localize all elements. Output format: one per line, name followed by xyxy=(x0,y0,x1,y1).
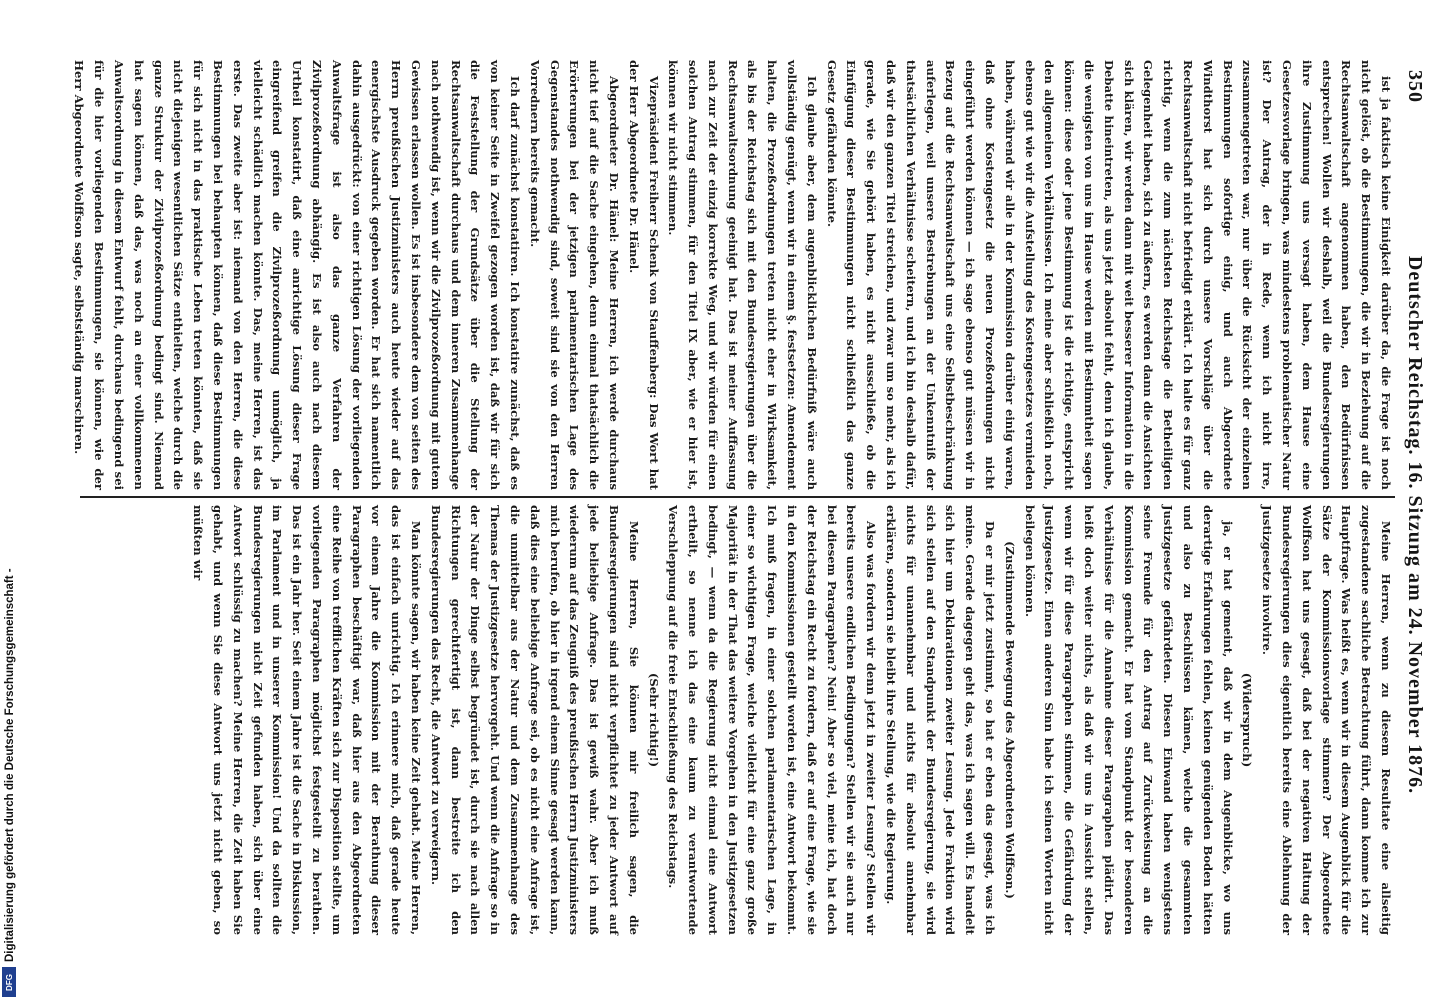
text-column-left xyxy=(72,60,1395,490)
paragraph: Da er mir jetzt zustimmt, so hat er eben das gesagt, was ich meine. Gerade dagegen geht das, was ich sagen will. Es handelt sich hier um Deklarationen zweiter Lesung. Jede Fraktion wird sich stellen auf den Standpunkt der Bundesregierung, sie wird nichts für unannehmbar und nichts für absolut annehmbar erklären, sondern sie bleibt ihre Stellung, wie die Regierung. xyxy=(884,505,998,935)
digitization-credit: Digitalisierung gefördert durch die Deutsche Forschungsgemeinschaft - xyxy=(4,568,16,962)
speaker-paragraph: Abgeordneter Dr. Hänel: Meine Herren, ich werde durchaus nicht tief auf die Sache eingehen, denn einmal thatsächlich die Erörterungen bei der jetzigen parlamentarischen Lage des Gegenstandes nothwendig sind, soweit sind sie von den Herren Vorrednern bereits gemacht. xyxy=(527,60,621,490)
paragraph: ist ja faktisch keine Einigkeit darüber da, die Frage ist noch nicht gelöst, ob die Bestimmungen, die wir in Beziehung auf die Rechtsanwaltschaft angenommen haben, den Bedürfnissen entsprechen! Wollen wir deshalb, weil die Bundesregierungen ihre Zustimmung uns versagt haben, dem Hause eine Gesetzesvorlage bringen, was mindestens problematischer Natur ist? Der Antrag, der in Rede, wenn ich nicht irre, zusammengetreten war, nur über die Rücksicht der einzelnen Bestimmungen sofortige einig, und auch Abgeordnete Windthorst hat sich durch unsere Vorschläge über die Rechtsanwaltschaft nicht befriedigt erklärt. Ich halte es für ganz richtig, wenn die zum nächsten Reichstage die Betheiligten Gelegenheit haben, sich zu äußern, es werden dann die Ansichten sich klären, wir werden dann mit weit besserer Information in die Debatte hineintreten, als uns jetzt absolut fehlt, denn ich glaube, die wenigsten von uns im Hause werden mit Bestimmtheit sagen können: diese oder jene Bestimmung ist die richtige, entspricht den allgemeinen Verhältnissen. Ich meine aber schließlich noch, ebenso gut wie wir die Aufstellung des Kostengesetzes vermieden haben, während wir alle in der Kommission darüber einig waren, daß ohne Kostengesetz die neuen Prozeßordnungen nicht eingeführt werden können — ich sage ebenso gut müssen wir in Bezug auf die Rechtsanwaltschaft uns eine Selbstbeschränkung auferlegen, weil unsere Bestrebungen an der Unkenntniß der thatsächlichen Verhältnisse scheitern, und ich bin deshalb dafür, daß wir den ganzen Titel streichen, und zwar um so mehr, als ich gerade, wie Sie gehört haben, es nicht ausschließe, ob die Einfügung dieser Bestimmungen nicht schließlich das ganze Gesetz gefährden könnte. xyxy=(824,60,1393,490)
text-column-right xyxy=(95,505,1395,935)
page-header xyxy=(1390,70,1430,950)
paragraph: Ich glaube aber, dem augenblicklichen Bedürfniß wäre auch vollständig genügt, wenn wir in einem §. festsetzen: Amendement halten, die Prozeßordnungen treten nicht eher in Wirksamkeit, als bis der Reichstag sich mit den Bundesregierungen über die Rechtsanwaltsordnung geeinigt hat. Das ist meiner Auffassung nach zur Zeit der einzig korrekte Weg, und wir würden für einen solchen Antrag stimmen, für den Titel IX aber, wie er hier ist, können wir nicht stimmen. xyxy=(666,60,819,490)
paragraph: Meine Herren, wenn zu diesem Resultate eine allseitig zugestandene sachliche Betrachtung führt, dann komme ich zur Hauptfrage. Was heißt es, wenn wir in diesem Augenblick für die Sätze der Kommissionsvorlage stimmen? Der Abgeordnete Wolffson hat uns gesagt, daß bei der negativen Haltung der Bundesregierungen dies eigentlich bereits eine Ablehnung der Justizgesetze involvire. xyxy=(1260,505,1393,935)
page-number: 350 xyxy=(1404,70,1426,103)
paragraph: Man könnte sagen, wir haben keine Zeit gehabt. Meine Herren, das ist einfach unrichtig. Ich erinnere mich, daß gerade heute vor einem Jahre die Kommission mit der Berathung dieser Paragraphen beschäftigt war, daß hier aus den Abgeordneten eine Reihe von trefflichen Kräften sich zur Disposition stellte, um vorliegenden Paragraphen möglichst festgestellt zu berathen. Das ist ein Jahr her. Seit einem Jahre ist die Sache in Diskussion, im Parlament und in unserer Kommission! Und da sollten die Bundesregierungen nicht Zeit gefunden haben, sich über eine Antwort schlüssig zu machen? Meine Herren, die Zeit haben Sie gehabt, und wenn Sie diese Antwort uns jetzt nicht geben, so müßten wir xyxy=(191,505,423,935)
interjection: (Widerspruch) xyxy=(1240,672,1255,768)
paragraph: Ich darf zunächst konstatiren. Ich konstatire zunächst, daß es von keiner Seite in Zweifel gezogen worden ist, daß wir für sich die Feststellung der Grundsätze über die Stellung der Rechtsanwaltschaft durchaus und dem inneren Zusammenhange nach nothwendig ist, wenn wir die Zivilprozeßordnung mit gutem Gewissen erlassen wollen. Es ist insbesondere dem von seiten des Herrn preußischen Justizministers auch heute wieder auf das energischste Ausdruck gegeben worden. Er hat sich namentlich dahin ausgedrückt: von einer richtigen Lösung der vorliegenden Anwaltsfrage ist also das ganze Verfahren der Zivilprozeßordnung abhängig. Es ist also auch nach diesem Urtheil konstatirt, daß eine anrichtige Lösung dieser Frage eingreifend greifen die Zivilprozeßordnung unmöglich, ja vielleicht schädlich machen könnte. Das, meine Herren, ist das erste. Das zweite aber ist: niemand von den Herren, die diese Bestimmungen bei behaupten können, daß diese Bestimmungen für sich nicht in das praktische Leben treten könnten, daß sie nicht diejenigen wesentlichen Sätze enthielten, welche durch die ganze Struktur der Zivilprozeßordnung bedingt sind. Niemand hat sagen können, daß das, was noch an einer vollkommenen Anwaltsordnung in diesem Entwurf fehlt, durchaus bedingend sei für die hier vorliegenden Bestimmungen, sie können, wie der Herr Abgeordnete Wolffson sagte, selbstständig marschiren. xyxy=(72,60,522,490)
paragraph: Also was fordern wir denn jetzt in zweiter Lesung? Stellen wir bereits unsere endlichen Bedingungen? Stellen wir sie auch nur bei diesem Paragraphen? Nein! Aber so viel, meine ich, hat doch der Reichstag ein Recht zu fordern, daß er auf eine Frage, wie sie in den Kommissionen gestellt worden ist, eine Antwort bekommt. Ich muß fragen, in einer solchen parlamentarischen Lage, in einer so wichtigen Frage, welche vielleicht für eine ganz große Majorität in der That das weitere Vorgehen in den Justizgesetzen bedingt, — wenn da die Regierung nicht einmal eine Antwort ertheilt, so nenne ich das eine kaum zu verantwortende Verschleppung auf die freie Entschließung des Reichstags. xyxy=(666,505,879,935)
paragraph: Meine Herren, Sie können mir freilich sagen, die Bundesregierungen sind nicht verpflichtet zu jeder Antwort auf jede beliebige Anfrage. Das ist gewiß wahr. Aber ich muß wiederum auf das Zeugniß des preußischen Herrn Justizministers mich berufen, ob hier in irgend einem Sinne gesagt werden kann, daß dies eine beliebige Anfrage sei, ob es nicht eine Anfrage ist, die unmittelbar aus der Natur und dem Zusammenhange des Themas der Justizgesetze hervorgeht. Und wenn die Anfrage so in der Natur der Dinge selbst begründet ist, durch sie nach allen Richtungen gerechtfertigt ist, dann bestreite ich den Bundesregierungen das Recht, die Antwort zu verweigern. xyxy=(428,505,641,935)
dfg-logo xyxy=(2,967,16,997)
interjection: (Zustimmende Bewegung des Abgeordneten Wolffson.) xyxy=(1002,541,1017,899)
paragraph: ja, er hat gemeint, daß wir in dem Augenblicke, wo uns derartige Erfahrungen fehlen, keinen genügenden Boden hätten und also zu Beschlüssen kämen, welche die gesammten Justizgesetze gefährdeten. Diesen Einwand haben wenigstens seine Freunde für den Antrag auf Zurückweisung an die Kommission gemacht. Er hat vom Standpunkt der besonderen Verhältnisse für die Annahme dieser Paragraphen plädirt. Das heißt doch weiter nichts, als daß wir uns in Aussicht stellen, wenn wir für diese Paragraphen stimmen, die Gefährdung der Justizgesetze. Einen anderen Sinn habe ich seinen Worten nicht beilegen können. xyxy=(1022,505,1235,935)
column-divider xyxy=(80,496,1395,498)
speaker-paragraph: Vizepräsident Freiherr Schenk von Stauffenberg: Das Wort hat der Herr Abgeordnete Dr. Hänel. xyxy=(626,60,661,490)
dfg-logo-text: DFG xyxy=(4,973,14,991)
page-title: Deutscher Reichstag. 16. Sitzung am 24. November 1876. xyxy=(1404,255,1426,795)
interjection: (Sehr richtig!) xyxy=(646,672,661,768)
